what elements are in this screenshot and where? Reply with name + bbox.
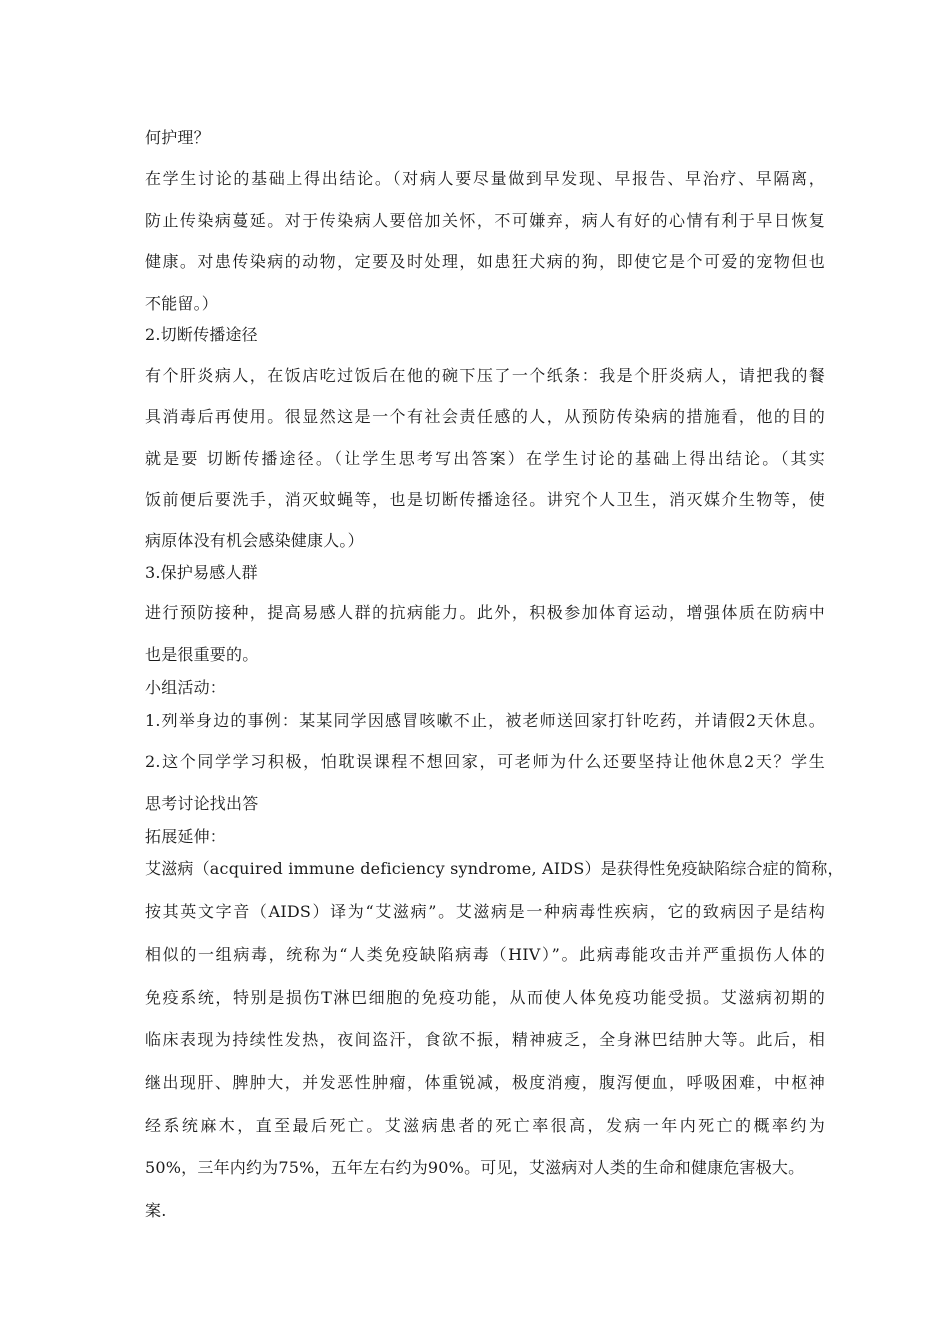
text-line: 不能留。） [145,294,219,313]
text-line: 具消毒后再使用。很显然这是一个有社会责任感的人，从预防传染病的措施看，他的目的 [145,407,825,426]
text-line: 有个肝炎病人，在饭店吃过饭后在他的碗下压了一个纸条：我是个肝炎病人，请把我的餐 [145,366,825,385]
text-line: 艾滋病（acquired immune deficiency syndrome, AIDS）是获得性免疫缺陷综合症的简称， [145,859,844,878]
text-line: 病原体没有机会感染健康人。） [145,531,364,550]
text-line: 饭前便后要洗手，消灭蚊蝇等，也是切断传播途径。讲究个人卫生，消灭媒介生物等，使 [145,490,825,509]
text-line: 1.列举身边的事例：某某同学因感冒咳嗽不止，被老师送回家打针吃药，并请假2天休息。 [145,711,825,730]
text-line: 按其英文字音（AIDS）译为“艾滋病”。艾滋病是一种病毒性疾病，它的致病因子是结构 [145,902,825,921]
text-line: 50%，三年内约为75%，五年左右约为90%。可见，艾滋病对人类的生命和健康危害极大。 [145,1158,805,1177]
text-line: 相似的一组病毒，统称为“人类免疫缺陷病毒（HIV）”。此病毒能攻击并严重损伤人体的 [145,945,825,964]
section-heading: 拓展延伸： [145,827,227,846]
text-line: 防止传染病蔓延。对于传染病人要倍加关怀，不可嫌弃，病人有好的心情有利于早日恢复 [145,211,825,230]
section-heading: 3.保护易感人群 [145,563,258,582]
text-line: 案. [145,1201,167,1220]
section-heading: 2.切断传播途径 [145,325,258,344]
section-heading: 小组活动： [145,678,227,697]
text-line: 在学生讨论的基础上得出结论。（对病人要尽量做到早发现、早报告、早治疗、早隔离， [145,169,825,188]
text-line: 进行预防接种，提高易感人群的抗病能力。此外，积极参加体育运动，增强体质在防病中 [145,603,825,622]
text-line: 临床表现为持续性发热，夜间盗汗，食欲不振，精神疲乏，全身淋巴结肿大等。此后，相 [145,1030,825,1049]
text-line: 2.这个同学学习积极，怕耽误课程不想回家，可老师为什么还要坚持让他休息2天？学生 [145,752,825,771]
text-line: 何护理？ [145,128,210,147]
text-line: 继出现肝、脾肿大，并发恶性肿瘤，体重锐减，极度消瘦，腹泻便血，呼吸困难，中枢神 [145,1073,825,1092]
text-line: 就是要 切断传播途径。（让学生思考写出答案）在学生讨论的基础上得出结论。（其实 [145,449,825,468]
text-line: 免疫系统，特别是损伤T淋巴细胞的免疫功能，从而使人体免疫功能受损。艾滋病初期的 [145,988,825,1007]
text-line: 思考讨论找出答 [145,794,259,813]
text-line: 经系统麻木，直至最后死亡。艾滋病患者的死亡率很高，发病一年内死亡的概率约为 [145,1116,825,1135]
text-line: 健康。对患传染病的动物，定要及时处理，如患狂犬病的狗，即使它是个可爱的宠物但也 [145,252,825,271]
text-line: 也是很重要的。 [145,645,259,664]
